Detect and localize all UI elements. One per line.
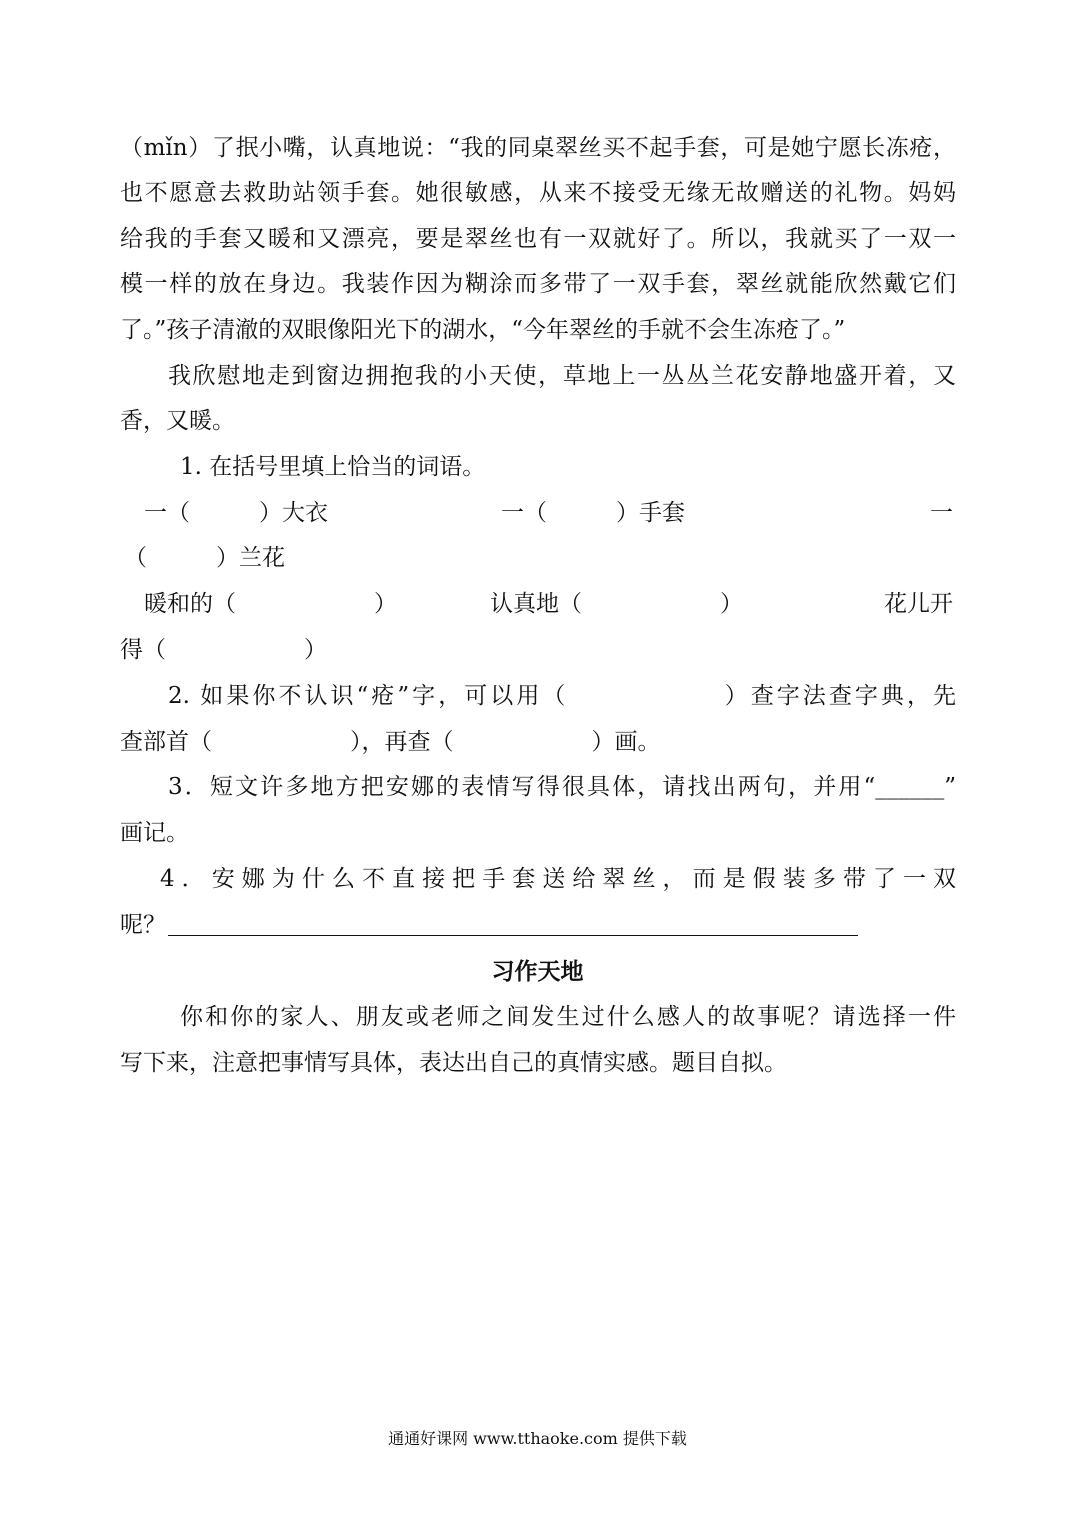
q1-blank-gloves: 一（ ）手套 xyxy=(501,500,685,526)
q1-blank-orchid: （ ）兰花 xyxy=(124,545,285,571)
answer-line xyxy=(168,935,858,936)
question-3-line-2: 画记。 xyxy=(120,820,189,846)
question-2-line-1: 2. 如果你不认识“疮”字，可以用（ ）查字法查字典，先 xyxy=(168,683,956,709)
q1-blank-flowers: 得（ ） xyxy=(120,637,327,663)
story-para2-line-2: 香，又暖。 xyxy=(120,408,235,434)
q1-blank-earnest: 认真地（ ） xyxy=(490,591,743,617)
question-4-line-2: 呢？ xyxy=(120,912,166,938)
story-line-1: （mǐn）了抿小嘴，认真地说：“我的同桌翠丝买不起手套，可是她宁愿长冻疮， xyxy=(120,135,956,161)
writing-prompt-line-2: 写下来，注意把事情写具体，表达出自己的真情实感。题目自拟。 xyxy=(120,1050,787,1076)
q1-blank-coat: 一（ ）大衣 xyxy=(144,500,328,526)
question-2-line-2: 查部首（ ），再查（ ）画。 xyxy=(120,729,661,755)
story-line-4: 模一样的放在身边。我装作因为糊涂而多带了一双手套，翠丝就能欣然戴它们 xyxy=(120,271,956,297)
question-1-title: 1. 在括号里填上恰当的词语。 xyxy=(180,454,486,480)
story-line-3: 给我的手套又暖和又漂亮，要是翠丝也有一双就好了。所以，我就买了一双一 xyxy=(120,226,956,252)
writing-heading: 习作天地 xyxy=(491,958,584,985)
page-footer: 通通好课网 www.tthaoke.com 提供下载 xyxy=(388,1429,687,1448)
writing-prompt-line-1: 你和你的家人、朋友或老师之间发生过什么感人的故事呢？请选择一件 xyxy=(180,1004,956,1030)
q1-blank-flowers-prefix: 花儿开 xyxy=(884,591,953,617)
story-line-2: 也不愿意去救助站领手套。她很敏感，从来不接受无缘无故赠送的礼物。妈妈 xyxy=(120,180,956,206)
story-line-5: 了。”孩子清澈的双眼像阳光下的湖水，“今年翠丝的手就不会生冻疮了。” xyxy=(120,317,846,343)
q1-blank-warm: 暖和的（ ） xyxy=(144,591,397,617)
question-4-line-1: 4．安娜为什么不直接把手套送给翠丝，而是假装多带了一双 xyxy=(160,866,956,892)
story-para2-line-1: 我欣慰地走到窗边拥抱我的小天使，草地上一丛丛兰花安静地盛开着，又 xyxy=(168,363,956,389)
q1-blank-orchid-prefix: 一 xyxy=(930,500,953,526)
question-3-line-1: 3．短文许多地方把安娜的表情写得很具体，请找出两句，并用“______” xyxy=(168,774,956,800)
